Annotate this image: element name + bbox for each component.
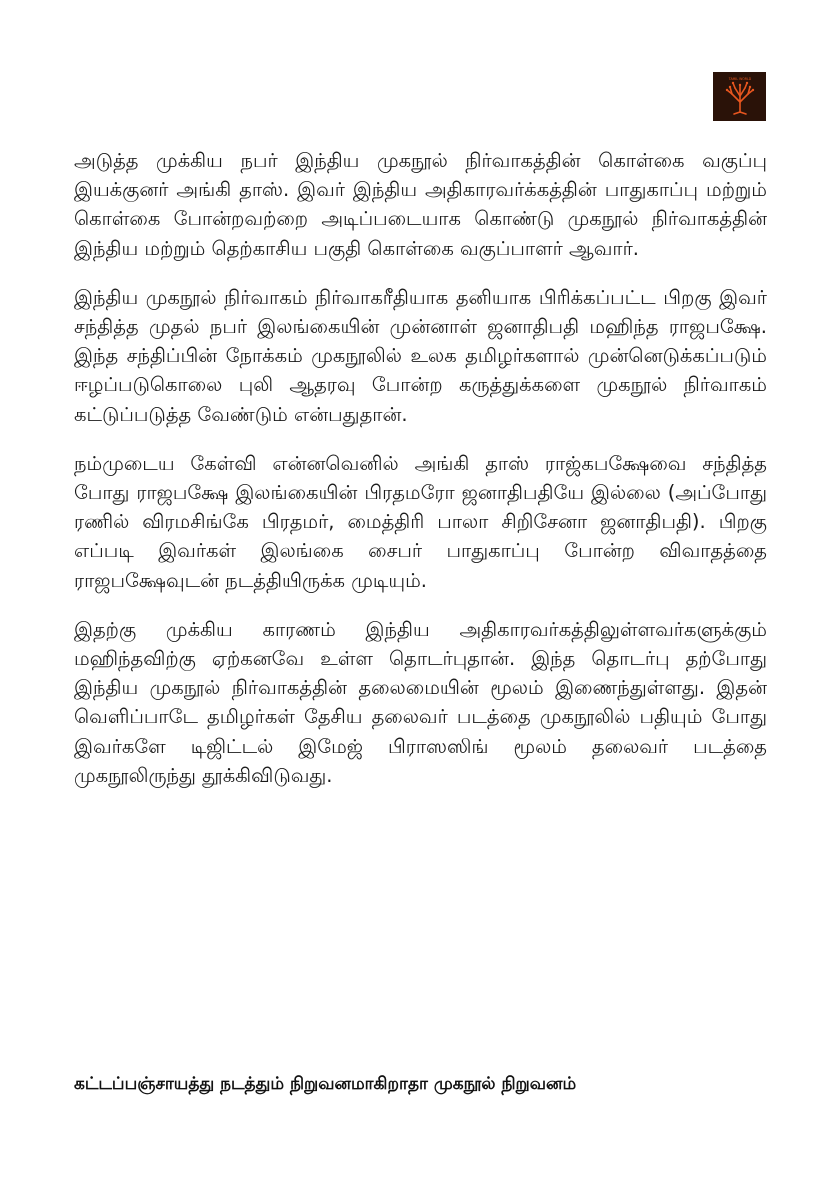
article-title-footer: கட்டப்பஞ்சாயத்து நடத்தும் நிறுவனமாகிறாதா முகநூல் நிறுவனம் [74,1074,577,1094]
paragraph-3: நம்முடைய கேள்வி என்னவெனில் அங்கி தாஸ் ராஜ்கபக்ஷேவை சந்தித்த போது ராஜபக்ஷே இலங்கையின் பிரதமரோ ஜனாதிபதியே இல்லை (அப்போது ரணில் விரமசிங்கே பிரதமர், மைத்திரி பாலா சிறிசேனா ஜனாதிபதி). பிறகு எப்படி இவர்கள் இலங்கை சைபர் பாதுகாப்பு போன்ற விவாதத்தை ராஜபக்ஷேவுடன் நடத்தியிருக்க முடியும். [74,451,767,592]
tree-logo-icon [718,76,762,118]
paragraph-1: அடுத்த முக்கிய நபர் இந்திய முகநூல் நிர்வாகத்தின் கொள்கை வகுப்பு இயக்குனர் அங்கி தாஸ். இவர் இந்திய அதிகாரவர்க்கத்தின் பாதுகாப்பு மற்றும் கொள்கை போன்றவற்றை அடிப்படையாக கொண்டு முகநூல் நிர்வாகத்தின் இந்திய மற்றும் தெற்காசிய பகுதி கொள்கை வகுப்பாளர் ஆவார். [74,149,767,260]
article-body [74,146,767,810]
logo-text: TAMIL WORLD [728,76,751,81]
paragraph-2: இந்திய முகநூல் நிர்வாகம் நிர்வாகரீதியாக தனியாக பிரிக்கப்பட்ட பிறகு இவர் சந்தித்த முதல் நபர் இலங்கையின் முன்னாள் ஜனாதிபதி மஹிந்த ராஜபக்ஷே. இந்த சந்திப்பின் நோக்கம் முகநூலில் உலக தமிழர்களால் முன்னெடுக்கப்படும் ஈழப்படுகொலை புலி ஆதரவு போன்ற கருத்துக்களை முகநூல் நிர்வாகம் கட்டுப்படுத்த வேண்டும் என்பதுதான். [74,285,767,426]
publisher-logo [713,72,766,121]
paragraph-4: இதற்கு முக்கிய காரணம் இந்திய அதிகாரவர்கத்திலுள்ளவர்களுக்கும் மஹிந்தவிற்கு ஏற்கனவே உள்ள தொடர்புதான். இந்த தொடர்பு தற்போது இந்திய முகநூல் நிர்வாகத்தின் தலைமையின் மூலம் இணைந்துள்ளது. இதன் வெளிப்பாடே தமிழர்கள் தேசிய தலைவர் படத்தை முகநூலில் பதியும் போது இவர்களே டிஜிட்டல் இமேஜ் பிராஸஸிங் மூலம் தலைவர் படத்தை முகநூலிருந்து தூக்கிவிடுவது. [74,617,767,787]
